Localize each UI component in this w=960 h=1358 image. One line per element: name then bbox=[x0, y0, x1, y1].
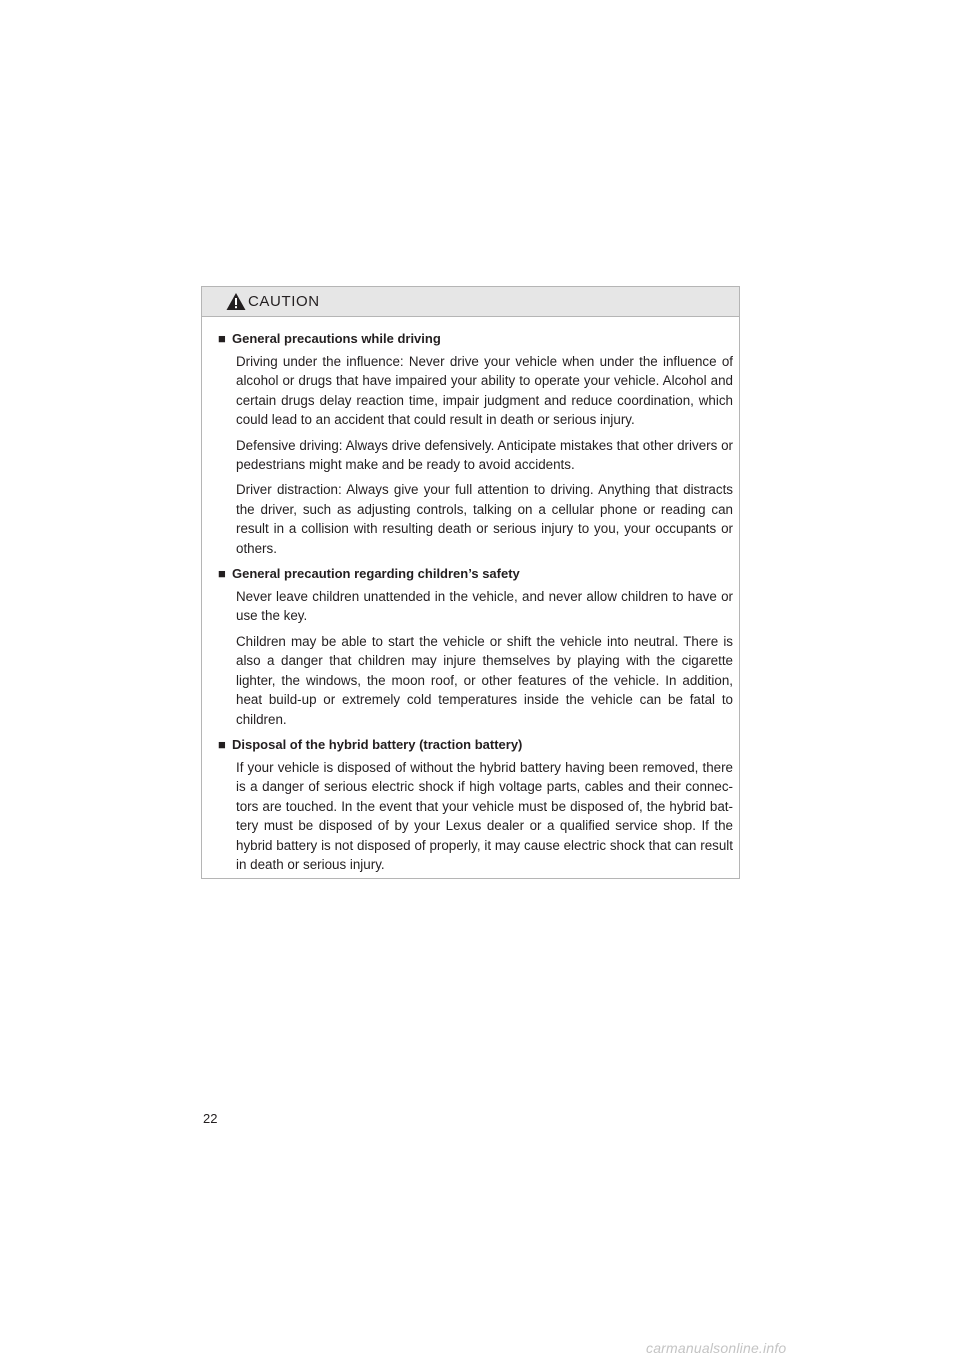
square-bullet-icon: ■ bbox=[218, 566, 226, 582]
section-heading: General precautions while driving bbox=[232, 331, 441, 346]
section-heading: Disposal of the hybrid battery (traction battery) bbox=[232, 736, 523, 752]
warning-triangle-icon bbox=[226, 292, 246, 311]
caution-body bbox=[202, 317, 739, 874]
footer-watermark: carmanualsonline.info bbox=[646, 1340, 787, 1356]
paragraph: Driving under the influence: Never drive your vehicle when under the influence of alcohol or drugs that have impaired your ability to operate your vehicle. Alcohol and certain drugs delay reaction time, impair judgment and reduce coordination, which could lead to an accident that could result in death or serious injury. bbox=[236, 354, 733, 428]
paragraph: Defensive driving: Always drive defensively. Anticipate mistakes that other drivers or pedestrians might make and be ready to avoid accidents. bbox=[236, 437, 733, 473]
caution-box bbox=[201, 286, 740, 879]
paragraph: If your vehicle is disposed of without the hybrid battery having been removed, there is a danger of serious electric shock if high voltage parts, cables and their connec-tors are touched. In the event that your vehicle must be disposed of, the hybrid bat-tery must be disposed of by your Lexus dealer or a qualified service shop. If the hybrid battery is not disposed of properly, it may cause electric shock that can result in death or serious injury. bbox=[236, 759, 733, 872]
square-bullet-icon: ■ bbox=[218, 736, 226, 752]
paragraph: Never leave children unattended in the vehicle, and never allow children to have or use the key. bbox=[236, 589, 733, 624]
square-bullet-icon: ■ bbox=[218, 331, 226, 346]
section-heading: General precaution regarding children’s safety bbox=[232, 566, 520, 582]
caution-title: CAUTION bbox=[248, 293, 320, 310]
paragraph: Driver distraction: Always give your full attention to driving. Anything that distracts the driver, such as adjusting controls, talking on a cellular phone or reading can result in a collision with resulting death or serious injury to you, your occupants or others. bbox=[236, 482, 733, 556]
section-children-safety bbox=[218, 564, 733, 729]
page-number: 22 bbox=[203, 1111, 218, 1126]
paragraph: Children may be able to start the vehicle or shift the vehicle into neutral. There is also a danger that children may injure themselves by playing with the cigarette lighter, the windows, the moon roof, or other features of the vehicle. In addition, heat build-up or extremely cold temperatures inside the vehicle can be fatal to children. bbox=[236, 633, 733, 727]
caution-header bbox=[202, 287, 739, 317]
section-driving-precautions bbox=[218, 329, 733, 558]
section-hybrid-battery-disposal bbox=[218, 735, 733, 874]
